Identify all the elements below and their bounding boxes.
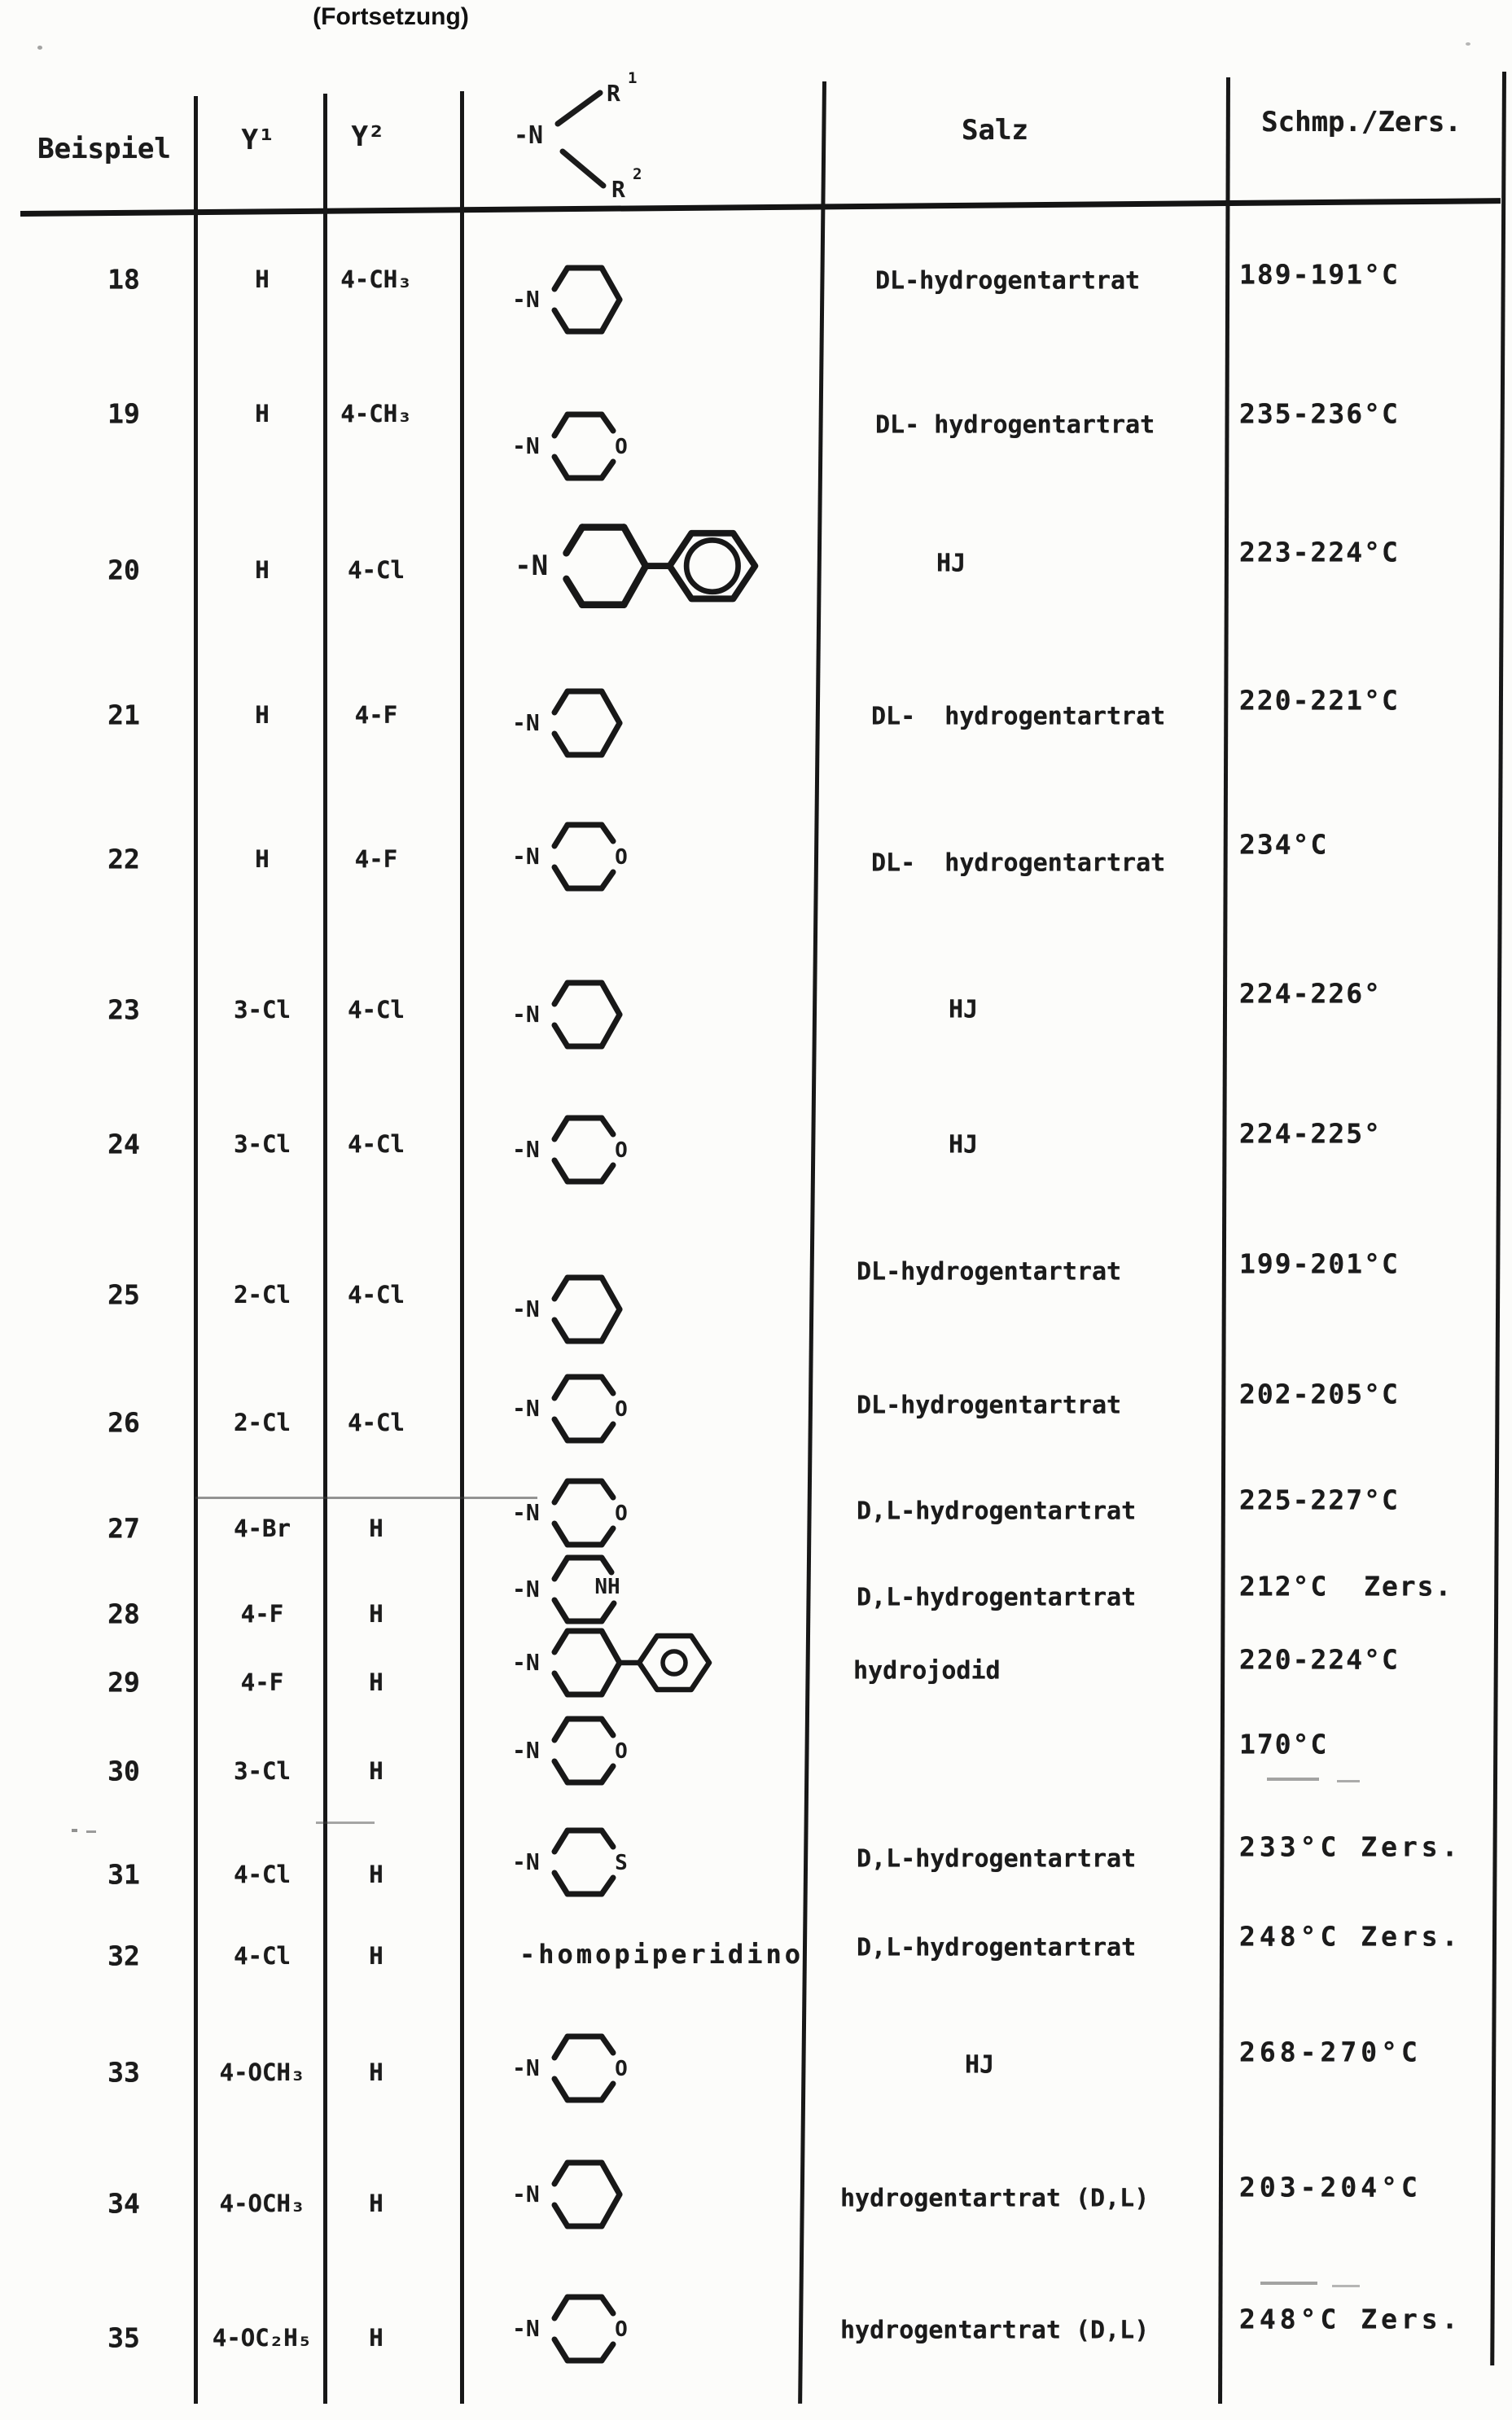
beispiel-cell: 32 [107,1940,140,1972]
schmp-cell: 233°C Zers. [1239,1830,1462,1863]
svg-text:O: O [615,1397,628,1422]
structure-morpholine-drawing [501,812,737,901]
schmp-cell: 268-270°C [1239,2036,1422,2068]
structure-thiomorpholine-drawing [501,1817,737,1907]
schmp-cell: 220-221°C [1239,684,1400,717]
schmp-cell: 248°C Zers. [1239,2303,1462,2335]
structure-phenylpiperidine-drawing [501,511,789,620]
salz-cell: DL-hydrogentartrat [857,1257,1122,1287]
beispiel-cell: 23 [107,993,140,1026]
schmp-cell: 225-227°C [1239,1484,1400,1516]
salz-cell: D,L-hydrogentartrat [857,1844,1137,1874]
svg-text:-N: -N [512,2315,540,2342]
svg-text:O: O [615,1502,628,1526]
y1-cell: 4-Br [234,1515,291,1542]
schmp-cell: 235-236°C [1239,397,1400,430]
beispiel-cell: 35 [107,2321,140,2354]
y1-cell: 2-Cl [234,1281,291,1309]
scan-artifact [316,1822,375,1824]
salz-cell: hydrojodid [853,1656,1001,1686]
y1-cell: 4-OCH₃ [219,2190,305,2217]
scan-artifact [86,1830,96,1833]
svg-text:-N: -N [512,1136,540,1163]
beispiel-cell: 26 [107,1406,140,1439]
y1-cell: 2-Cl [234,1409,291,1436]
y1-cell: 3-Cl [234,1130,291,1158]
y2-cell: 4-CH₃ [340,400,412,427]
svg-text:R: R [607,80,620,107]
svg-text:-N: -N [512,1576,540,1602]
salz-cell: hydrogentartrat (D,L) [840,2184,1150,2213]
svg-text:NH: NH [594,1575,620,1599]
page-title: (Fortsetzung) [313,3,469,30]
svg-text:O: O [615,2057,628,2081]
y2-cell: 4-Cl [348,1409,405,1436]
svg-text:-N: -N [515,549,549,582]
beispiel-cell: 27 [107,1512,140,1545]
beispiel-cell: 29 [107,1666,140,1699]
y2-cell: H [369,1600,383,1628]
beispiel-cell: 25 [107,1278,140,1311]
column-divider [323,94,327,2404]
svg-text:S: S [615,1851,628,1875]
salz-cell: DL- hydrogentartrat [871,848,1166,878]
salz-cell: DL- hydrogentartrat [875,410,1155,440]
header-y2: Y² [351,121,385,153]
structure-morpholine-drawing [501,1105,737,1195]
y1-cell: H [255,400,270,427]
schmp-cell: 170°C [1239,1728,1329,1760]
scan-artifact [37,46,42,50]
y1-cell: H [255,845,270,873]
salz-cell: DL- hydrogentartrat [871,702,1166,731]
svg-text:-N: -N [512,432,540,459]
structure-morpholine-drawing [501,2023,737,2113]
schmp-cell: 223-224°C [1239,536,1400,568]
y1-cell: 4-Cl [234,1861,291,1888]
y2-cell: H [369,1515,383,1542]
schmp-cell: 220-224°C [1239,1643,1400,1676]
salz-cell: D,L-hydrogentartrat [857,1583,1137,1612]
schmp-cell: 248°C Zers. [1239,1920,1462,1953]
scan-artifact [1260,2282,1317,2285]
header-y1: Y¹ [241,124,275,156]
svg-text:-N: -N [512,2054,540,2081]
y2-cell: H [369,2324,383,2352]
beispiel-cell: 28 [107,1598,140,1630]
beispiel-cell: 19 [107,397,140,430]
beispiel-cell: 31 [107,1858,140,1891]
y2-cell: 4-Cl [348,1130,405,1158]
y2-cell: 4-Cl [348,1281,405,1309]
salz-cell: D,L-hydrogentartrat [857,1933,1137,1962]
schmp-cell: 234°C [1239,828,1329,861]
structure-morpholine-drawing [501,1364,737,1453]
structure-homopiperidino-text: -homopiperidino [519,1939,804,1970]
svg-text:O: O [615,2317,628,2342]
salz-cell: HJ [949,1130,979,1160]
svg-text:O: O [615,845,628,870]
y2-cell: 4-F [354,701,398,729]
y1-cell: 4-OC₂H₅ [212,2324,313,2352]
schmp-cell: 212°C Zers. [1239,1570,1453,1602]
schmp-cell: 224-225° [1239,1117,1382,1150]
scan-artifact [1332,2285,1360,2287]
column-divider [1218,77,1230,2404]
salz-cell: HJ [936,549,966,578]
structure-morpholine-drawing [501,2284,737,2374]
y2-cell: 4-CH₃ [340,265,412,293]
y1-cell: 3-Cl [234,996,291,1024]
scan-artifact [1466,42,1470,46]
svg-text:O: O [615,435,628,459]
structure-piperidine-drawing [501,678,737,768]
salz-cell: hydrogentartrat (D,L) [840,2316,1150,2345]
salz-cell: HJ [965,2050,995,2080]
svg-text:2: 2 [633,165,642,183]
schmp-cell: 202-205°C [1239,1378,1400,1410]
svg-text:R: R [611,176,625,203]
scan-artifact [195,1497,537,1499]
svg-text:-N: -N [512,1001,540,1028]
salz-cell: DL-hydrogentartrat [857,1391,1122,1420]
beispiel-cell: 18 [107,263,140,296]
svg-text:-N: -N [512,1649,540,1676]
svg-text:-N: -N [512,2181,540,2207]
svg-text:-N: -N [512,1848,540,1875]
svg-text:-N: -N [512,1499,540,1526]
scan-artifact [1267,1778,1319,1781]
scan-artifact [72,1829,77,1832]
svg-text:-N: -N [512,843,540,870]
svg-text:1: 1 [628,69,638,87]
y1-cell: 4-OCH₃ [219,2058,305,2086]
salz-cell: D,L-hydrogentartrat [857,1497,1137,1526]
svg-text:-N: -N [512,1295,540,1322]
schmp-cell: 224-226° [1239,977,1382,1010]
svg-text:-N: -N [512,1737,540,1764]
structure-piperidine-drawing [501,2150,737,2239]
beispiel-cell: 30 [107,1755,140,1787]
y2-cell: H [369,1757,383,1785]
schmp-cell: 203-204°C [1239,2171,1422,2203]
column-divider [798,81,826,2404]
column-divider [194,96,198,2404]
structure-piperidine-drawing [501,970,737,1059]
y1-cell: H [255,556,270,584]
y1-cell: 4-F [240,1600,284,1628]
structure-phenylpiperidine-drawing [501,1618,737,1708]
y2-cell: H [369,2190,383,2217]
salz-cell: HJ [949,995,979,1024]
salz-cell: DL-hydrogentartrat [875,266,1141,296]
svg-text:-N: -N [512,286,540,313]
svg-text:O: O [615,1739,628,1764]
beispiel-cell: 22 [107,843,140,875]
y1-cell: H [255,701,270,729]
y2-cell: 4-F [354,845,398,873]
beispiel-cell: 33 [107,2056,140,2089]
schmp-cell: 189-191°C [1239,258,1400,291]
y2-cell: H [369,2058,383,2086]
y1-cell: 3-Cl [234,1757,291,1785]
svg-text:O: O [615,1138,628,1163]
header-salz: Salz [962,114,1028,147]
column-divider [460,91,464,2404]
y2-cell: H [369,1942,383,1970]
svg-text:-N: -N [512,709,540,736]
structure-morpholine-drawing [501,1706,737,1795]
schmp-cell: 199-201°C [1239,1247,1400,1280]
y2-cell: H [369,1668,383,1696]
structure-piperidine-drawing [501,255,737,344]
y1-cell: 4-F [240,1668,284,1696]
svg-text:-N: -N [512,1395,540,1422]
scan-artifact [1337,1780,1360,1782]
header-schmp-zers: Schmp./Zers. [1261,106,1462,138]
beispiel-cell: 34 [107,2187,140,2220]
y2-cell: 4-Cl [348,556,405,584]
header-beispiel: Beispiel [37,133,171,165]
header-amine-formula [501,57,712,212]
structure-piperidine-drawing [501,1265,737,1354]
y1-cell: 4-Cl [234,1942,291,1970]
header-rule [20,198,1501,217]
table-right-border [1490,72,1506,2365]
beispiel-cell: 24 [107,1128,140,1160]
y2-cell: 4-Cl [348,996,405,1024]
beispiel-cell: 20 [107,554,140,586]
structure-morpholine-drawing [501,401,737,491]
beispiel-cell: 21 [107,699,140,731]
svg-text:-N: -N [514,121,544,150]
y2-cell: H [369,1861,383,1888]
y1-cell: H [255,265,270,293]
